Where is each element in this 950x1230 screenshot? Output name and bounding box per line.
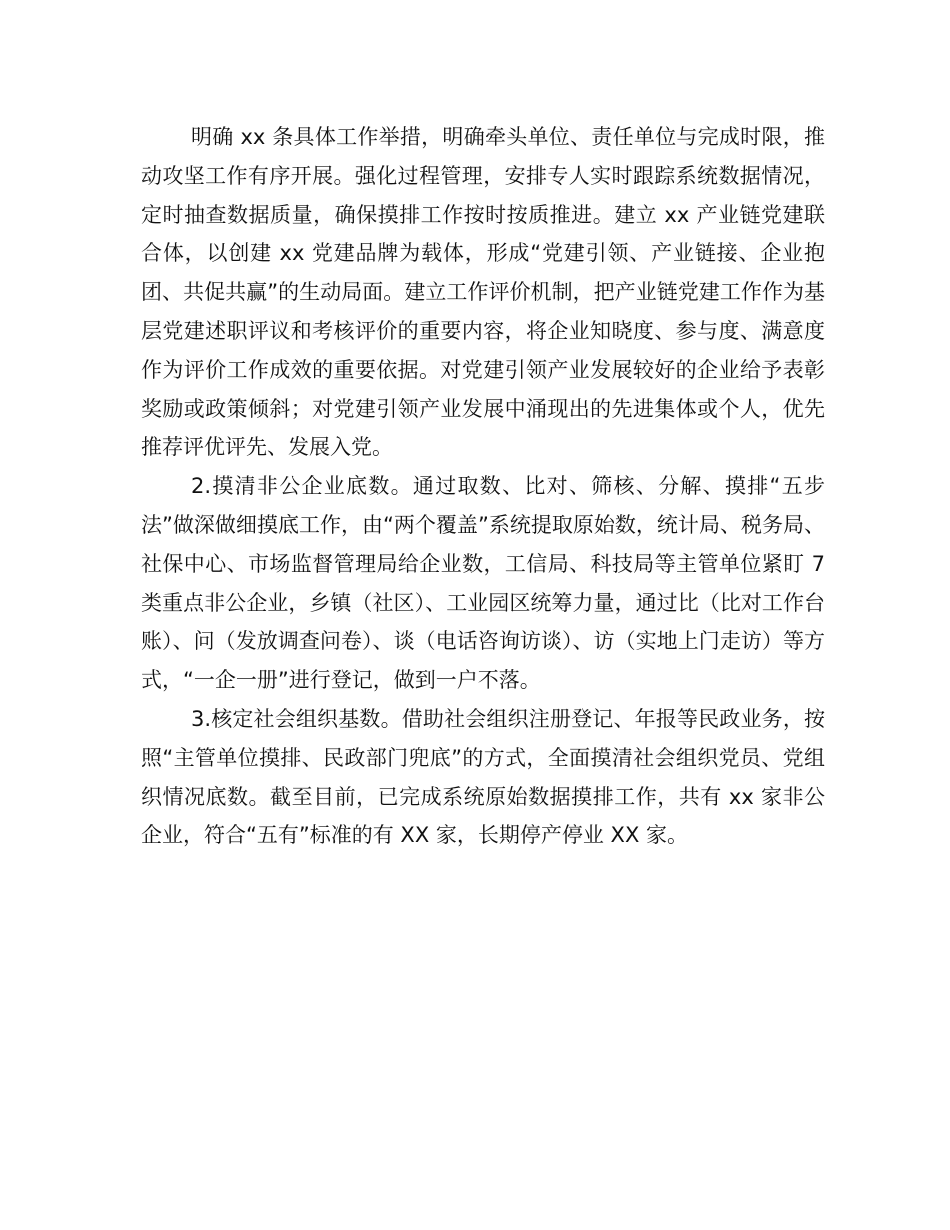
paragraph-social-organizations: 3.核定社会组织基数。借助社会组织注册登记、年报等民政业务，按照“主管单位摸排、民政部门兜底”的方式，全面摸清社会组织党员、党组织情况底数。截至目前，已完成系统原始数据摸排工作，共有 xx 家非公企业，符合“五有”标准的有 XX 家，长期停产停业 XX 家。: [141, 706, 825, 848]
paragraph-non-public-enterprises: 2.摸清非公企业底数。通过取数、比对、筛核、分解、摸排“五步法”做深做细摸底工作，由“两个覆盖”系统提取原始数，统计局、税务局、社保中心、市场监督管理局给企业数，工信局、科技局等主管单位紧盯 7 类重点非公企业，乡镇（社区）、工业园区统筹力量，通过比（比对工作台账）、问（发放调查问卷）、谈（电话咨询访谈）、访（实地上门走访）等方式，“一企一册”进行登记，做到一户不落。: [141, 474, 825, 693]
document-body: [141, 118, 825, 855]
paragraph-work-measures: 明确 xx 条具体工作举措，明确牵头单位、责任单位与完成时限，推动攻坚工作有序开展。强化过程管理，安排专人实时跟踪系统数据情况，定时抽查数据质量，确保摸排工作按时按质推进。建立 xx 产业链党建联合体，以创建 xx 党建品牌为载体，形成“党建引领、产业链接、企业抱团、共促共赢”的生动局面。建立工作评价机制，把产业链党建工作作为基层党建述职评议和考核评价的重要内容，将企业知晓度、参与度、满意度作为评价工作成效的重要依据。对党建引领产业发展较好的企业给予表彰奖励或政策倾斜；对党建引领产业发展中涌现出的先进集体或个人，优先推荐评优评先、发展入党。: [141, 125, 825, 460]
